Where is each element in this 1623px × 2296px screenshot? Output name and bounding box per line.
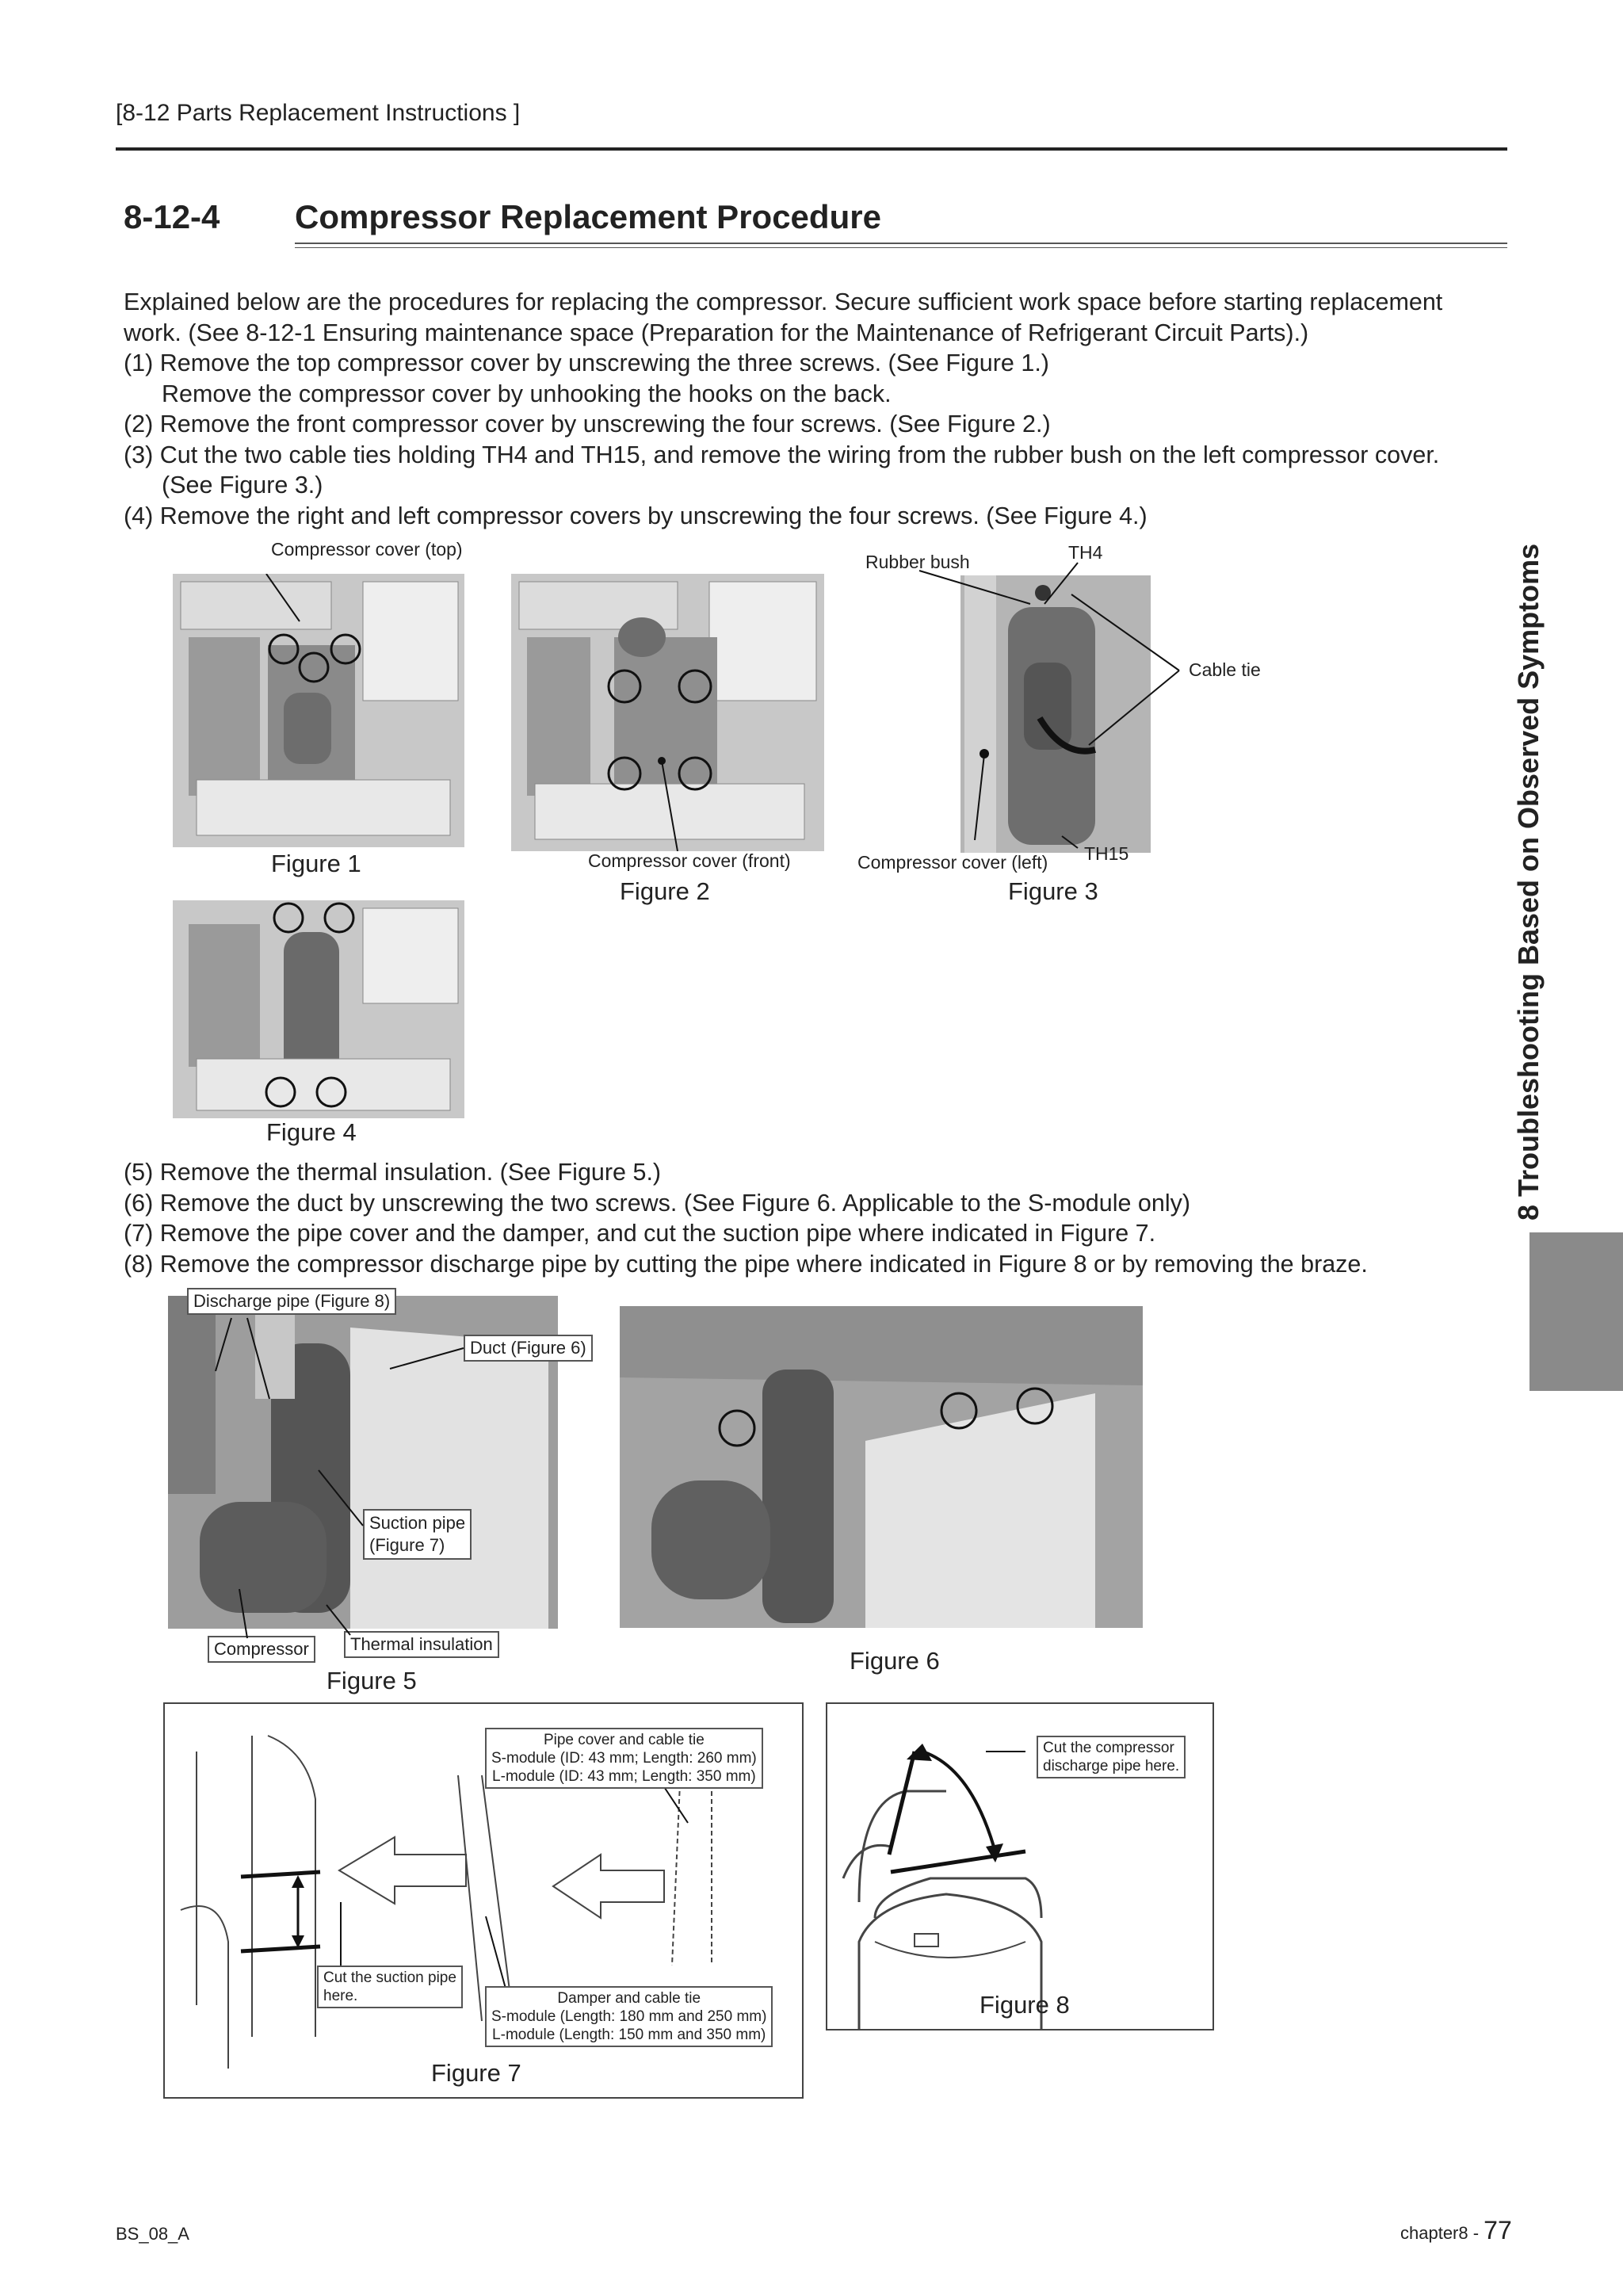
step-6: (6) Remove the duct by unscrewing the two screws. (See Figure 6. Applicable to the S-module only) [124, 1189, 1191, 1217]
fig8-cut-discharge-line1: Cut the compressor [1043, 1740, 1174, 1756]
header-rule [116, 147, 1507, 151]
fig5-discharge-pipe: Discharge pipe (Figure 8) [187, 1288, 396, 1315]
fig5-compressor: Compressor [208, 1636, 315, 1663]
fig7-damper-line1: Damper and cable tie [557, 1990, 701, 2007]
fig3-cable-tie: Cable tie [1189, 659, 1261, 680]
fig8-cut-discharge-line2: discharge pipe here. [1043, 1758, 1180, 1775]
intro-text-block [124, 287, 1442, 531]
figure-8-caption: Figure 8 [980, 1991, 1070, 2019]
step-3-cont: (See Figure 3.) [162, 472, 323, 499]
figure-5-caption: Figure 5 [327, 1667, 417, 1694]
fig3-th4: TH4 [1068, 542, 1103, 563]
figure-1-drawing [173, 574, 464, 847]
footer-chapter: chapter8 - [1400, 2223, 1484, 2243]
figure-6-image [620, 1306, 1143, 1628]
step-3: (3) Cut the two cable ties holding TH4 and TH15, and remove the wiring from the rubber bush on the left compressor cover. [124, 441, 1440, 468]
figure-2-drawing [511, 574, 824, 851]
figure-2-caption: Figure 2 [620, 877, 710, 905]
figure-4-image [173, 900, 464, 1118]
figure-5-leaders [168, 1296, 558, 1660]
fig5-suction-pipe-line2: (Figure 7) [369, 1535, 445, 1555]
step-7: (7) Remove the pipe cover and the damper, and cut the suction pipe where indicated in Figure 7. [124, 1220, 1156, 1247]
figure-1-caption: Figure 1 [271, 850, 361, 877]
figure-6-caption: Figure 6 [850, 1647, 940, 1675]
figure-2-image [511, 574, 824, 851]
fig7-pipe-cover [485, 1728, 763, 1789]
figure-7-box [163, 1702, 804, 2099]
fig3-rubber-bush: Rubber bush [865, 552, 970, 572]
section-number: 8-12-4 [124, 198, 220, 235]
step-8: (8) Remove the compressor discharge pipe by cutting the pipe where indicated in Figure 8 or by removing the braze. [124, 1250, 1368, 1278]
fig7-cut-suction [317, 1966, 463, 2008]
fig2-label-front: Compressor cover (front) [588, 850, 791, 871]
step-1: (1) Remove the top compressor cover by unscrewing the three screws. (See Figure 1.) [124, 350, 1049, 376]
fig3-th15: TH15 [1084, 843, 1129, 864]
chapter-side-tab [1529, 1232, 1623, 1391]
body-line: work. (See 8-12-1 Ensuring maintenance space (Preparation for the Maintenance of Refrigerant Circuit Parts).) [124, 319, 1309, 346]
fig5-suction-pipe-line1: Suction pipe [369, 1513, 466, 1533]
step-1-cont: Remove the compressor cover by unhooking the hooks on the back. [162, 380, 892, 407]
fig7-pipe-cover-line2: S-module (ID: 43 mm; Length: 260 mm) [491, 1750, 757, 1767]
figure-6-drawing [620, 1306, 1143, 1628]
footer-doc-code: BS_08_A [116, 2224, 189, 2244]
fig7-cut-suction-line1: Cut the suction pipe [323, 1969, 456, 1986]
step-5: (5) Remove the thermal insulation. (See Figure 5.) [124, 1159, 662, 1186]
fig5-thermal-insulation: Thermal insulation [344, 1631, 499, 1658]
body-line: Explained below are the procedures for replacing the compressor. Secure sufficient work space before starting replacement [124, 288, 1443, 315]
fig7-damper-line3: L-module (Length: 150 mm and 350 mm) [492, 2027, 766, 2043]
section-title: Compressor Replacement Procedure [295, 198, 881, 235]
figure-7-caption: Figure 7 [431, 2059, 521, 2087]
steps-text-block [124, 1157, 1368, 1279]
step-4: (4) Remove the right and left compressor covers by unscrewing the four screws. (See Figure 4.) [124, 502, 1148, 529]
fig7-pipe-cover-line3: L-module (ID: 43 mm; Length: 350 mm) [492, 1768, 756, 1785]
fig7-damper [485, 1986, 773, 2047]
fig3-cover-left: Compressor cover (left) [857, 852, 1048, 873]
fig7-pipe-cover-line1: Pipe cover and cable tie [543, 1732, 705, 1748]
title-rule-thin [295, 247, 1507, 248]
figure-1-image [173, 574, 464, 847]
chapter-side-title: 8 Troubleshooting Based on Observed Symptoms [1512, 543, 1545, 1221]
footer-page [1400, 2216, 1512, 2245]
page-number: 77 [1484, 2216, 1512, 2244]
fig8-cut-discharge [1037, 1736, 1186, 1778]
figure-8-box [826, 1702, 1214, 2030]
step-2: (2) Remove the front compressor cover by unscrewing the four screws. (See Figure 2.) [124, 411, 1051, 437]
fig7-cut-suction-line2: here. [323, 1988, 358, 2004]
running-header: [8-12 Parts Replacement Instructions ] [116, 100, 521, 126]
title-rule [295, 243, 1507, 244]
figure-3-caption: Figure 3 [1008, 877, 1098, 905]
figure-4-caption: Figure 4 [266, 1118, 357, 1146]
figure-3-leaders [864, 547, 1197, 880]
fig5-duct: Duct (Figure 6) [464, 1335, 593, 1362]
figure-4-drawing [173, 900, 464, 1118]
fig7-damper-line2: S-module (Length: 180 mm and 250 mm) [491, 2008, 767, 2025]
fig1-label-top: Compressor cover (top) [271, 539, 463, 560]
